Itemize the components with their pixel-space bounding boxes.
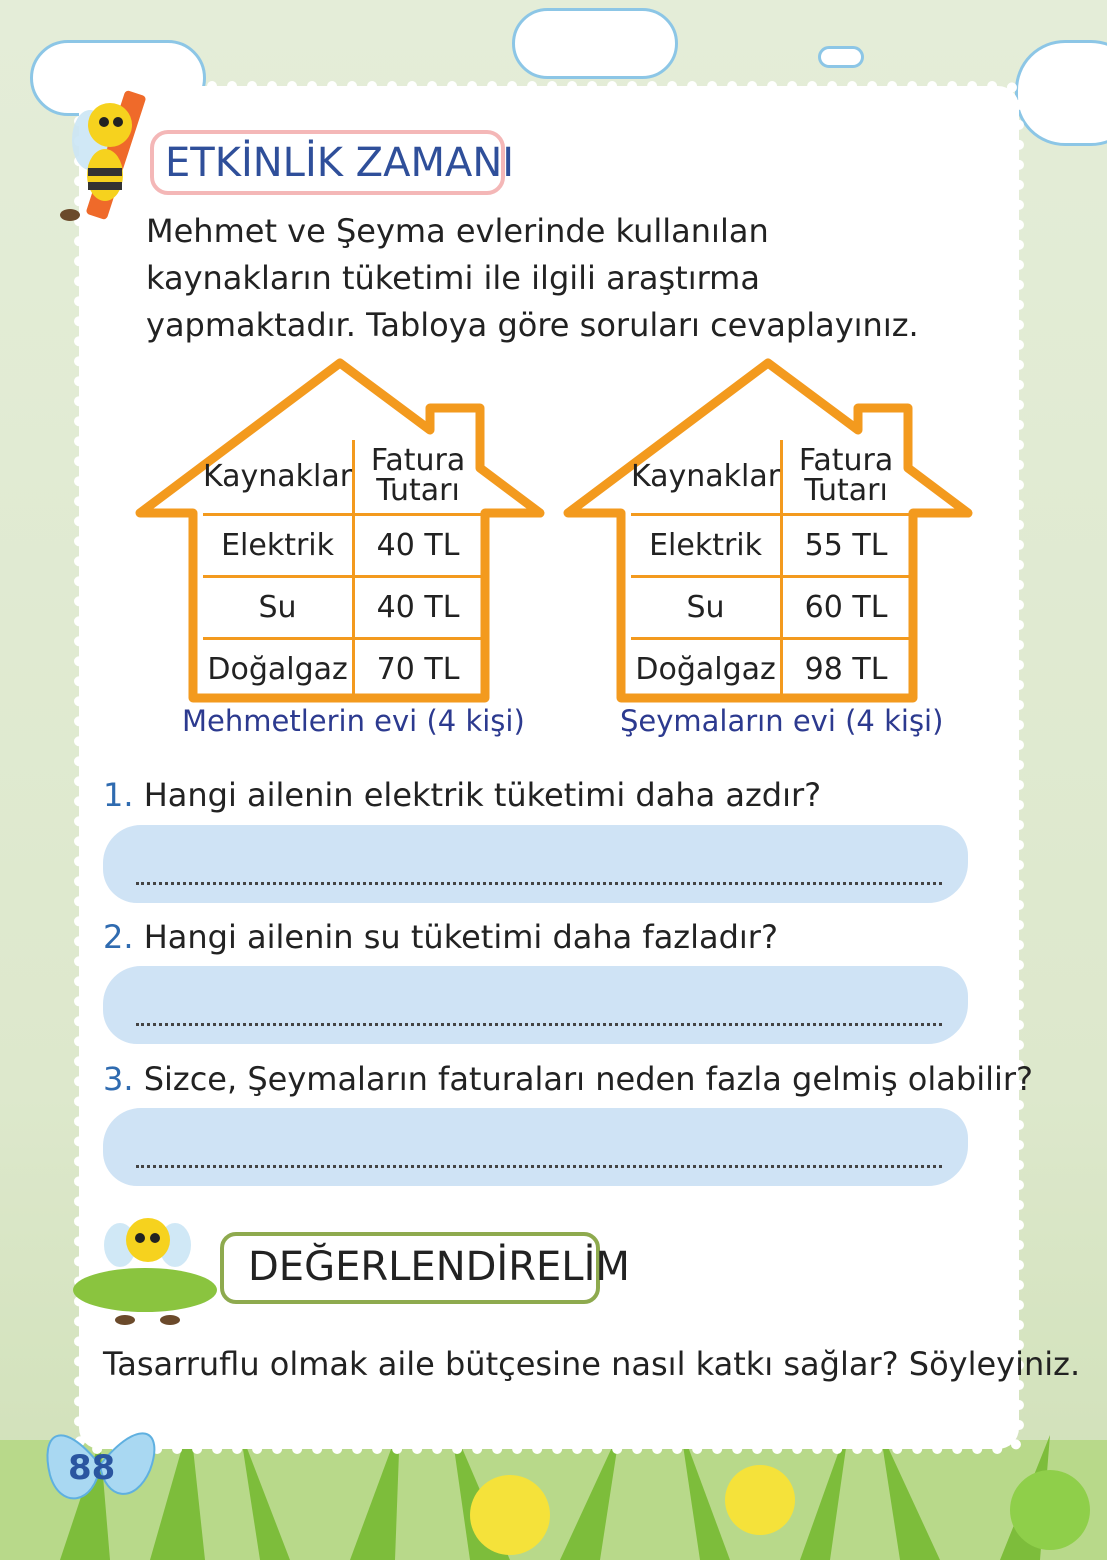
header-resources: Kaynaklar <box>631 440 782 514</box>
house-caption-mehmet: Mehmetlerin evi (4 kişi) <box>182 704 525 738</box>
cell-resource: Doğalgaz <box>203 638 354 700</box>
cell-amount: 40 TL <box>354 514 481 576</box>
answer-band-2[interactable] <box>103 966 968 1044</box>
bee-pencil-icon <box>50 80 160 250</box>
question-1: 1. Hangi ailenin elektrik tüketimi daha azdır? <box>103 776 822 814</box>
question-2: 2. Hangi ailenin su tüketimi daha fazladır? <box>103 918 778 956</box>
cell-amount: 55 TL <box>782 514 909 576</box>
cell-amount: 70 TL <box>376 652 460 688</box>
page-number: 88 <box>68 1448 116 1488</box>
intro-text: Mehmet ve Şeyma evlerinde kullanılan kaynakların tüketimi ile ilgili araştırma yapmaktadır. Tabloya göre soruları cevaplayınız. <box>146 212 919 344</box>
bee-leaf-icon <box>70 1205 220 1330</box>
cell-amount: 40 TL <box>354 576 481 638</box>
cloud-decoration <box>512 8 678 79</box>
cloud-decoration <box>1015 40 1107 146</box>
cell-resource: Su <box>203 576 354 638</box>
activity-title: ETKİNLİK ZAMANI <box>165 140 515 186</box>
bill-table-mehmet <box>203 440 481 700</box>
answer-band-1[interactable] <box>103 825 968 903</box>
bill-table-seyma <box>631 440 909 700</box>
cell-resource: Doğalgaz <box>631 638 782 700</box>
cloud-decoration <box>818 46 864 68</box>
cell-resource: Elektrik <box>631 514 782 576</box>
question-3: 3. Sizce, Şeymaların faturaları neden fazla gelmiş olabilir? <box>103 1060 1033 1098</box>
evaluation-title: DEĞERLENDİRELİM <box>248 1244 630 1290</box>
answer-line-3[interactable] <box>136 1163 942 1168</box>
header-bill-amount: Fatura Tutarı <box>782 440 909 514</box>
header-bill-amount: Fatura Tutarı <box>354 440 481 514</box>
answer-line-2[interactable] <box>136 1021 942 1026</box>
answer-band-3[interactable] <box>103 1108 968 1186</box>
header-resources: Kaynaklar <box>203 440 354 514</box>
evaluation-prompt: Tasarruflu olmak aile bütçesine nasıl katkı sağlar? Söyleyiniz. <box>103 1345 1081 1383</box>
cell-resource: Su <box>631 576 782 638</box>
cell-amount: 60 TL <box>782 576 909 638</box>
cell-amount: 98 TL <box>804 652 888 688</box>
house-caption-seyma: Şeymaların evi (4 kişi) <box>620 704 944 738</box>
answer-line-1[interactable] <box>136 880 942 885</box>
cell-resource: Elektrik <box>203 514 354 576</box>
